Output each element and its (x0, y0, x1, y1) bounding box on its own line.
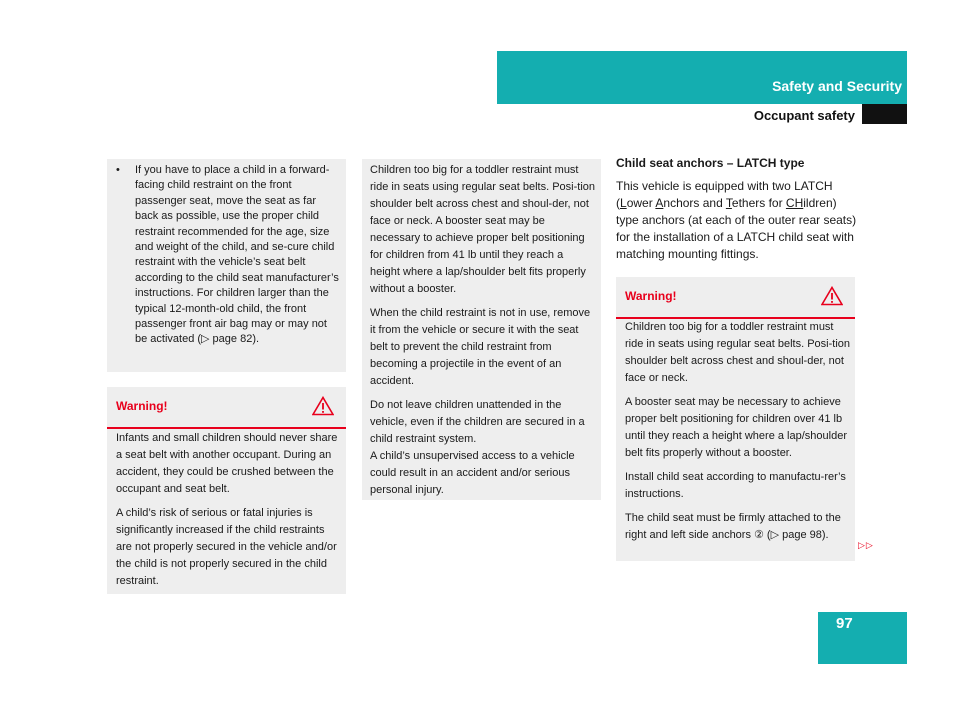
header-marker-block (862, 104, 907, 124)
section-subtitle: Occupant safety (753, 108, 855, 123)
warning-triangle-icon (312, 396, 334, 416)
warning-label: Warning! (625, 289, 677, 303)
info-paragraph: Children too big for a toddler restraint must ride in seats using regular seat belts. Posi-tion shoulder belt across chest and shoul-der, not face or neck. A booster seat may be necessary to achieve proper belt positioning for children from 41 lb until they reach a height where a lap/shoulder belt fits properly without a booster. (370, 164, 596, 295)
warning-paragraph: A child’s risk of serious or fatal injuries is significantly increased if the child restraints are not properly secured in the vehicle and/or the child is not properly secured in the child restraint. (116, 507, 337, 587)
latch-heading: Child seat anchors – LATCH type (616, 156, 805, 170)
warning-paragraph: The child seat must be firmly attached to the right and left side anchors ② (▷ page 98). (625, 512, 841, 541)
warning-paragraph: Install child seat according to manufactu-rer’s instructions. (625, 471, 846, 500)
continue-marker: ▷▷ (858, 540, 874, 550)
warning-label: Warning! (116, 399, 168, 413)
page-number: 97 (836, 615, 853, 632)
bullet-symbol: • (116, 164, 120, 176)
warning-paragraph: A booster seat may be necessary to achieve proper belt positioning for children over 41 lb until they reach a height where a lap/shoulder belt fits properly without a booster. (625, 396, 847, 459)
info-paragraph: Do not leave children unattended in the vehicle, even if the children are secured in a child restraint system. (370, 399, 585, 445)
warning-box-left (107, 387, 346, 594)
warning-triangle-icon (821, 286, 843, 306)
section-title: Safety and Security (772, 78, 902, 94)
warning-header (616, 277, 855, 319)
warning-paragraph: Children too big for a toddler restraint must ride in seats using regular seat belts. Posi-tion shoulder belt across chest and shoul-der, not face or neck. (625, 321, 851, 384)
warning-box-right (616, 277, 855, 561)
info-paragraph: When the child restraint is not in use, remove it from the vehicle or secure it with the seat belt to prevent the child restraint from becoming a projectile in the event of an accident. (370, 307, 591, 387)
page-number-box (818, 612, 907, 664)
bullet-item (116, 162, 341, 348)
info-box-middle (362, 159, 601, 500)
latch-intro: This vehicle is equipped with two LATCH (Lower Anchors and Tethers for CHildren) type anchors (at each of the outer rear seats) for the installation of a LATCH child seat with matching mounting fittings. (616, 179, 857, 261)
bullet-text: If you have to place a child in a forward-facing child restraint on the front passenger seat, move the seat as far back as possible, use the proper child restraint recommended for the age, size and weight of the child, and se-cure child restraint with the vehicle’s seat belt according to the child seat manufacturer’s instructions. For children larger than the typical 12-month-old child, the front passenger front air bag may or may not be activated (▷ page 82). (135, 164, 339, 346)
warning-header (107, 387, 346, 429)
warning-paragraph: Infants and small children should never share a seat belt with another occupant. During an accident, they could be crushed between the occupant and seat belt. (116, 432, 338, 495)
info-paragraph: A child’s unsupervised access to a vehicle could result in an accident and/or serious personal injury. (370, 450, 575, 496)
bullet-box (107, 159, 346, 372)
